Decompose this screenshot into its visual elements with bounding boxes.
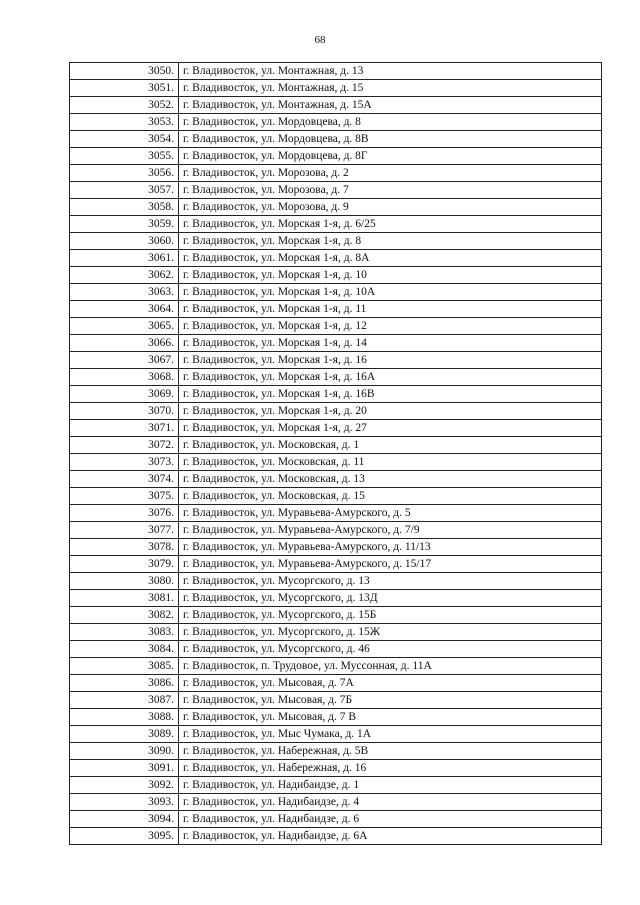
- row-number: 3087.: [70, 692, 179, 709]
- row-address: г. Владивосток, ул. Морская 1-я, д. 16А: [179, 369, 602, 386]
- row-number: 3084.: [70, 641, 179, 658]
- table-row: [70, 403, 602, 420]
- table-row: [70, 165, 602, 182]
- table-row: [70, 556, 602, 573]
- row-number: 3091.: [70, 760, 179, 777]
- table-row: [70, 522, 602, 539]
- row-address: г. Владивосток, ул. Мусоргского, д. 13: [179, 573, 602, 590]
- table-row: [70, 624, 602, 641]
- row-address: г. Владивосток, ул. Морская 1-я, д. 10А: [179, 284, 602, 301]
- row-address: г. Владивосток, ул. Мысовая, д. 7 В: [179, 709, 602, 726]
- table-row: [70, 284, 602, 301]
- table-row: [70, 318, 602, 335]
- row-address: г. Владивосток, ул. Мордовцева, д. 8Г: [179, 148, 602, 165]
- row-address: г. Владивосток, ул. Морская 1-я, д. 8: [179, 233, 602, 250]
- row-address: г. Владивосток, ул. Мысовая, д. 7Б: [179, 692, 602, 709]
- row-number: 3065.: [70, 318, 179, 335]
- table-row: [70, 607, 602, 624]
- row-number: 3078.: [70, 539, 179, 556]
- row-address: г. Владивосток, ул. Морская 1-я, д. 16В: [179, 386, 602, 403]
- row-address: г. Владивосток, ул. Мусоргского, д. 15Б: [179, 607, 602, 624]
- row-number: 3064.: [70, 301, 179, 318]
- row-address: г. Владивосток, ул. Муравьева-Амурского, д. 7/9: [179, 522, 602, 539]
- table-row: [70, 811, 602, 828]
- table-row: [70, 369, 602, 386]
- row-number: 3073.: [70, 454, 179, 471]
- row-number: 3053.: [70, 114, 179, 131]
- row-address: г. Владивосток, ул. Мусоргского, д. 13Д: [179, 590, 602, 607]
- row-address: г. Владивосток, ул. Морская 1-я, д. 14: [179, 335, 602, 352]
- table-row: [70, 335, 602, 352]
- row-address: г. Владивосток, ул. Муравьева-Амурского, д. 5: [179, 505, 602, 522]
- row-address: г. Владивосток, ул. Мусоргского, д. 46: [179, 641, 602, 658]
- table-row: [70, 114, 602, 131]
- table-row: [70, 97, 602, 114]
- row-number: 3062.: [70, 267, 179, 284]
- row-address: г. Владивосток, ул. Морская 1-я, д. 20: [179, 403, 602, 420]
- row-number: 3055.: [70, 148, 179, 165]
- row-number: 3056.: [70, 165, 179, 182]
- row-number: 3094.: [70, 811, 179, 828]
- table-row: [70, 471, 602, 488]
- table-row: [70, 590, 602, 607]
- row-address: г. Владивосток, ул. Морская 1-я, д. 16: [179, 352, 602, 369]
- table-row: [70, 80, 602, 97]
- row-address: г. Владивосток, ул. Морская 1-я, д. 27: [179, 420, 602, 437]
- row-address: г. Владивосток, ул. Морозова, д. 7: [179, 182, 602, 199]
- row-number: 3086.: [70, 675, 179, 692]
- row-number: 3052.: [70, 97, 179, 114]
- table-row: [70, 250, 602, 267]
- row-number: 3067.: [70, 352, 179, 369]
- row-number: 3076.: [70, 505, 179, 522]
- row-address: г. Владивосток, ул. Монтажная, д. 15А: [179, 97, 602, 114]
- row-address: г. Владивосток, ул. Морозова, д. 2: [179, 165, 602, 182]
- row-number: 3093.: [70, 794, 179, 811]
- row-number: 3072.: [70, 437, 179, 454]
- row-number: 3080.: [70, 573, 179, 590]
- row-number: 3066.: [70, 335, 179, 352]
- row-address: г. Владивосток, ул. Набережная, д. 5В: [179, 743, 602, 760]
- table-row: [70, 675, 602, 692]
- table-row: [70, 760, 602, 777]
- table-row: [70, 131, 602, 148]
- row-number: 3069.: [70, 386, 179, 403]
- table-row: [70, 437, 602, 454]
- row-address: г. Владивосток, ул. Московская, д. 15: [179, 488, 602, 505]
- table-row: [70, 641, 602, 658]
- table-row: [70, 692, 602, 709]
- row-number: 3051.: [70, 80, 179, 97]
- table-row: [70, 777, 602, 794]
- row-address: г. Владивосток, ул. Надибаидзе, д. 1: [179, 777, 602, 794]
- row-number: 3068.: [70, 369, 179, 386]
- row-address: г. Владивосток, ул. Мыс Чумака, д. 1А: [179, 726, 602, 743]
- row-number: 3060.: [70, 233, 179, 250]
- row-number: 3085.: [70, 658, 179, 675]
- table-row: [70, 267, 602, 284]
- table-row: [70, 63, 602, 80]
- row-number: 3058.: [70, 199, 179, 216]
- row-address: г. Владивосток, ул. Мордовцева, д. 8: [179, 114, 602, 131]
- table-row: [70, 454, 602, 471]
- row-number: 3075.: [70, 488, 179, 505]
- row-number: 3090.: [70, 743, 179, 760]
- table-row: [70, 148, 602, 165]
- page-number: 68: [314, 34, 326, 46]
- row-number: 3061.: [70, 250, 179, 267]
- row-number: 3057.: [70, 182, 179, 199]
- table-row: [70, 794, 602, 811]
- row-address: г. Владивосток, ул. Надибаидзе, д. 4: [179, 794, 602, 811]
- row-number: 3071.: [70, 420, 179, 437]
- table-row: [70, 420, 602, 437]
- row-number: 3063.: [70, 284, 179, 301]
- table-row: [70, 505, 602, 522]
- row-address: г. Владивосток, ул. Морская 1-я, д. 11: [179, 301, 602, 318]
- row-address: г. Владивосток, ул. Набережная, д. 16: [179, 760, 602, 777]
- row-address: г. Владивосток, ул. Морская 1-я, д. 12: [179, 318, 602, 335]
- row-address: г. Владивосток, ул. Московская, д. 11: [179, 454, 602, 471]
- address-table: [69, 62, 602, 845]
- row-address: г. Владивосток, ул. Монтажная, д. 15: [179, 80, 602, 97]
- row-number: 3095.: [70, 828, 179, 845]
- row-address: г. Владивосток, ул. Морозова, д. 9: [179, 199, 602, 216]
- row-address: г. Владивосток, ул. Мысовая, д. 7А: [179, 675, 602, 692]
- row-address: г. Владивосток, ул. Монтажная, д. 13: [179, 63, 602, 80]
- row-address: г. Владивосток, п. Трудовое, ул. Муссонная, д. 11А: [179, 658, 602, 675]
- row-address: г. Владивосток, ул. Морская 1-я, д. 6/25: [179, 216, 602, 233]
- row-address: г. Владивосток, ул. Мусоргского, д. 15Ж: [179, 624, 602, 641]
- row-number: 3081.: [70, 590, 179, 607]
- table-row: [70, 658, 602, 675]
- table-row: [70, 233, 602, 250]
- table-row: [70, 301, 602, 318]
- row-number: 3074.: [70, 471, 179, 488]
- table-row: [70, 726, 602, 743]
- table-row: [70, 199, 602, 216]
- row-number: 3070.: [70, 403, 179, 420]
- table-row: [70, 488, 602, 505]
- row-number: 3088.: [70, 709, 179, 726]
- row-number: 3089.: [70, 726, 179, 743]
- row-number: 3050.: [70, 63, 179, 80]
- address-table-body: [70, 63, 602, 845]
- table-row: [70, 539, 602, 556]
- table-row: [70, 182, 602, 199]
- table-row: [70, 573, 602, 590]
- table-row: [70, 352, 602, 369]
- row-address: г. Владивосток, ул. Морская 1-я, д. 10: [179, 267, 602, 284]
- table-row: [70, 828, 602, 845]
- row-number: 3079.: [70, 556, 179, 573]
- table-row: [70, 709, 602, 726]
- row-address: г. Владивосток, ул. Мордовцева, д. 8В: [179, 131, 602, 148]
- row-number: 3077.: [70, 522, 179, 539]
- row-number: 3059.: [70, 216, 179, 233]
- table-row: [70, 743, 602, 760]
- table-row: [70, 216, 602, 233]
- row-number: 3054.: [70, 131, 179, 148]
- row-address: г. Владивосток, ул. Московская, д. 13: [179, 471, 602, 488]
- row-address: г. Владивосток, ул. Московская, д. 1: [179, 437, 602, 454]
- row-address: г. Владивосток, ул. Морская 1-я, д. 8А: [179, 250, 602, 267]
- row-address: г. Владивосток, ул. Надибаидзе, д. 6: [179, 811, 602, 828]
- row-address: г. Владивосток, ул. Надибаидзе, д. 6А: [179, 828, 602, 845]
- row-number: 3083.: [70, 624, 179, 641]
- row-address: г. Владивосток, ул. Муравьева-Амурского, д. 15/17: [179, 556, 602, 573]
- row-number: 3092.: [70, 777, 179, 794]
- table-row: [70, 386, 602, 403]
- row-address: г. Владивосток, ул. Муравьева-Амурского, д. 11/13: [179, 539, 602, 556]
- row-number: 3082.: [70, 607, 179, 624]
